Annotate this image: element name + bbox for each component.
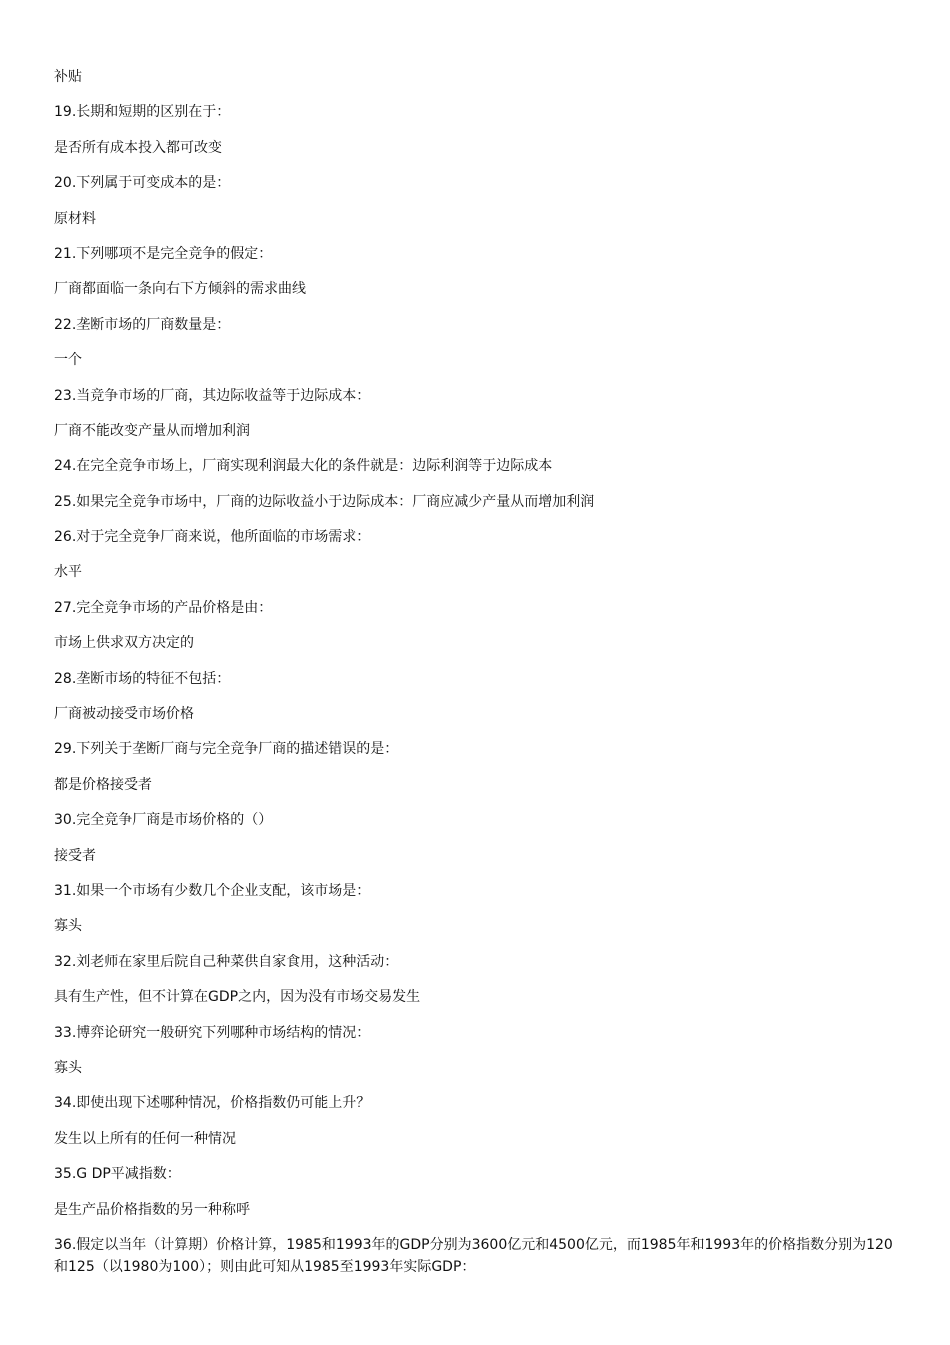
question-25: 25.如果完全竞争市场中，厂商的边际收益小于边际成本：厂商应减少产量从而增加利润 xyxy=(54,493,595,510)
text-line: 补贴 xyxy=(54,69,82,85)
question-26: 26.对于完全竞争厂商来说，他所面临的市场需求： xyxy=(54,529,371,546)
answer-19: 是否所有成本投入都可改变 xyxy=(54,139,222,156)
answer-35: 是生产品价格指数的另一种称呼 xyxy=(54,1201,250,1218)
question-21: 21.下列哪项不是完全竞争的假定： xyxy=(54,245,273,262)
question-20: 20.下列属于可变成本的是： xyxy=(54,175,231,192)
answer-21: 厂商都面临一条向右下方倾斜的需求曲线 xyxy=(54,281,306,298)
question-23: 23.当竞争市场的厂商，其边际收益等于边际成本： xyxy=(54,387,371,404)
question-29: 29.下列关于垄断厂商与完全竞争厂商的描述错误的是： xyxy=(54,741,399,758)
answer-23: 厂商不能改变产量从而增加利润 xyxy=(54,422,250,439)
answer-26: 水平 xyxy=(54,564,82,581)
answer-20: 原材料 xyxy=(54,210,96,227)
document-page xyxy=(54,66,894,1291)
answer-31: 寡头 xyxy=(54,918,82,935)
answer-22: 一个 xyxy=(54,352,82,369)
question-24: 24.在完全竞争市场上，厂商实现利润最大化的条件就是：边际利润等于边际成本 xyxy=(54,458,553,475)
question-28: 28.垄断市场的特征不包括： xyxy=(54,670,231,687)
answer-30: 接受者 xyxy=(54,847,96,864)
question-27: 27.完全竞争市场的产品价格是由： xyxy=(54,599,273,616)
question-32: 32.刘老师在家里后院自己种菜供自家食用，这种活动： xyxy=(54,953,399,970)
answer-29: 都是价格接受者 xyxy=(54,776,152,793)
answer-33: 寡头 xyxy=(54,1059,82,1076)
question-35: 35.G DP平减指数： xyxy=(54,1166,181,1183)
answer-27: 市场上供求双方决定的 xyxy=(54,635,194,652)
answer-32: 具有生产性，但不计算在GDP之内，因为没有市场交易发生 xyxy=(54,989,421,1006)
question-30: 30.完全竞争厂商是市场价格的（） xyxy=(54,812,273,829)
question-34: 34.即使出现下述哪种情况，价格指数仍可能上升？ xyxy=(54,1095,371,1112)
question-31: 31.如果一个市场有少数几个企业支配，该市场是： xyxy=(54,882,371,899)
question-36: 36.假定以当年（计算期）价格计算，1985和1993年的GDP分别为3600亿元和4500亿元，而1985年和1993年的价格指数分别为120和125（以1980为100）；则由此可知从1985至1993年实际GDP： xyxy=(54,1236,893,1275)
answer-28: 厂商被动接受市场价格 xyxy=(54,706,194,723)
question-33: 33.博弈论研究一般研究下列哪种市场结构的情况： xyxy=(54,1024,371,1041)
question-22: 22.垄断市场的厂商数量是： xyxy=(54,316,231,333)
answer-34: 发生以上所有的任何一种情况 xyxy=(54,1130,236,1147)
question-19: 19.长期和短期的区别在于： xyxy=(54,104,231,121)
